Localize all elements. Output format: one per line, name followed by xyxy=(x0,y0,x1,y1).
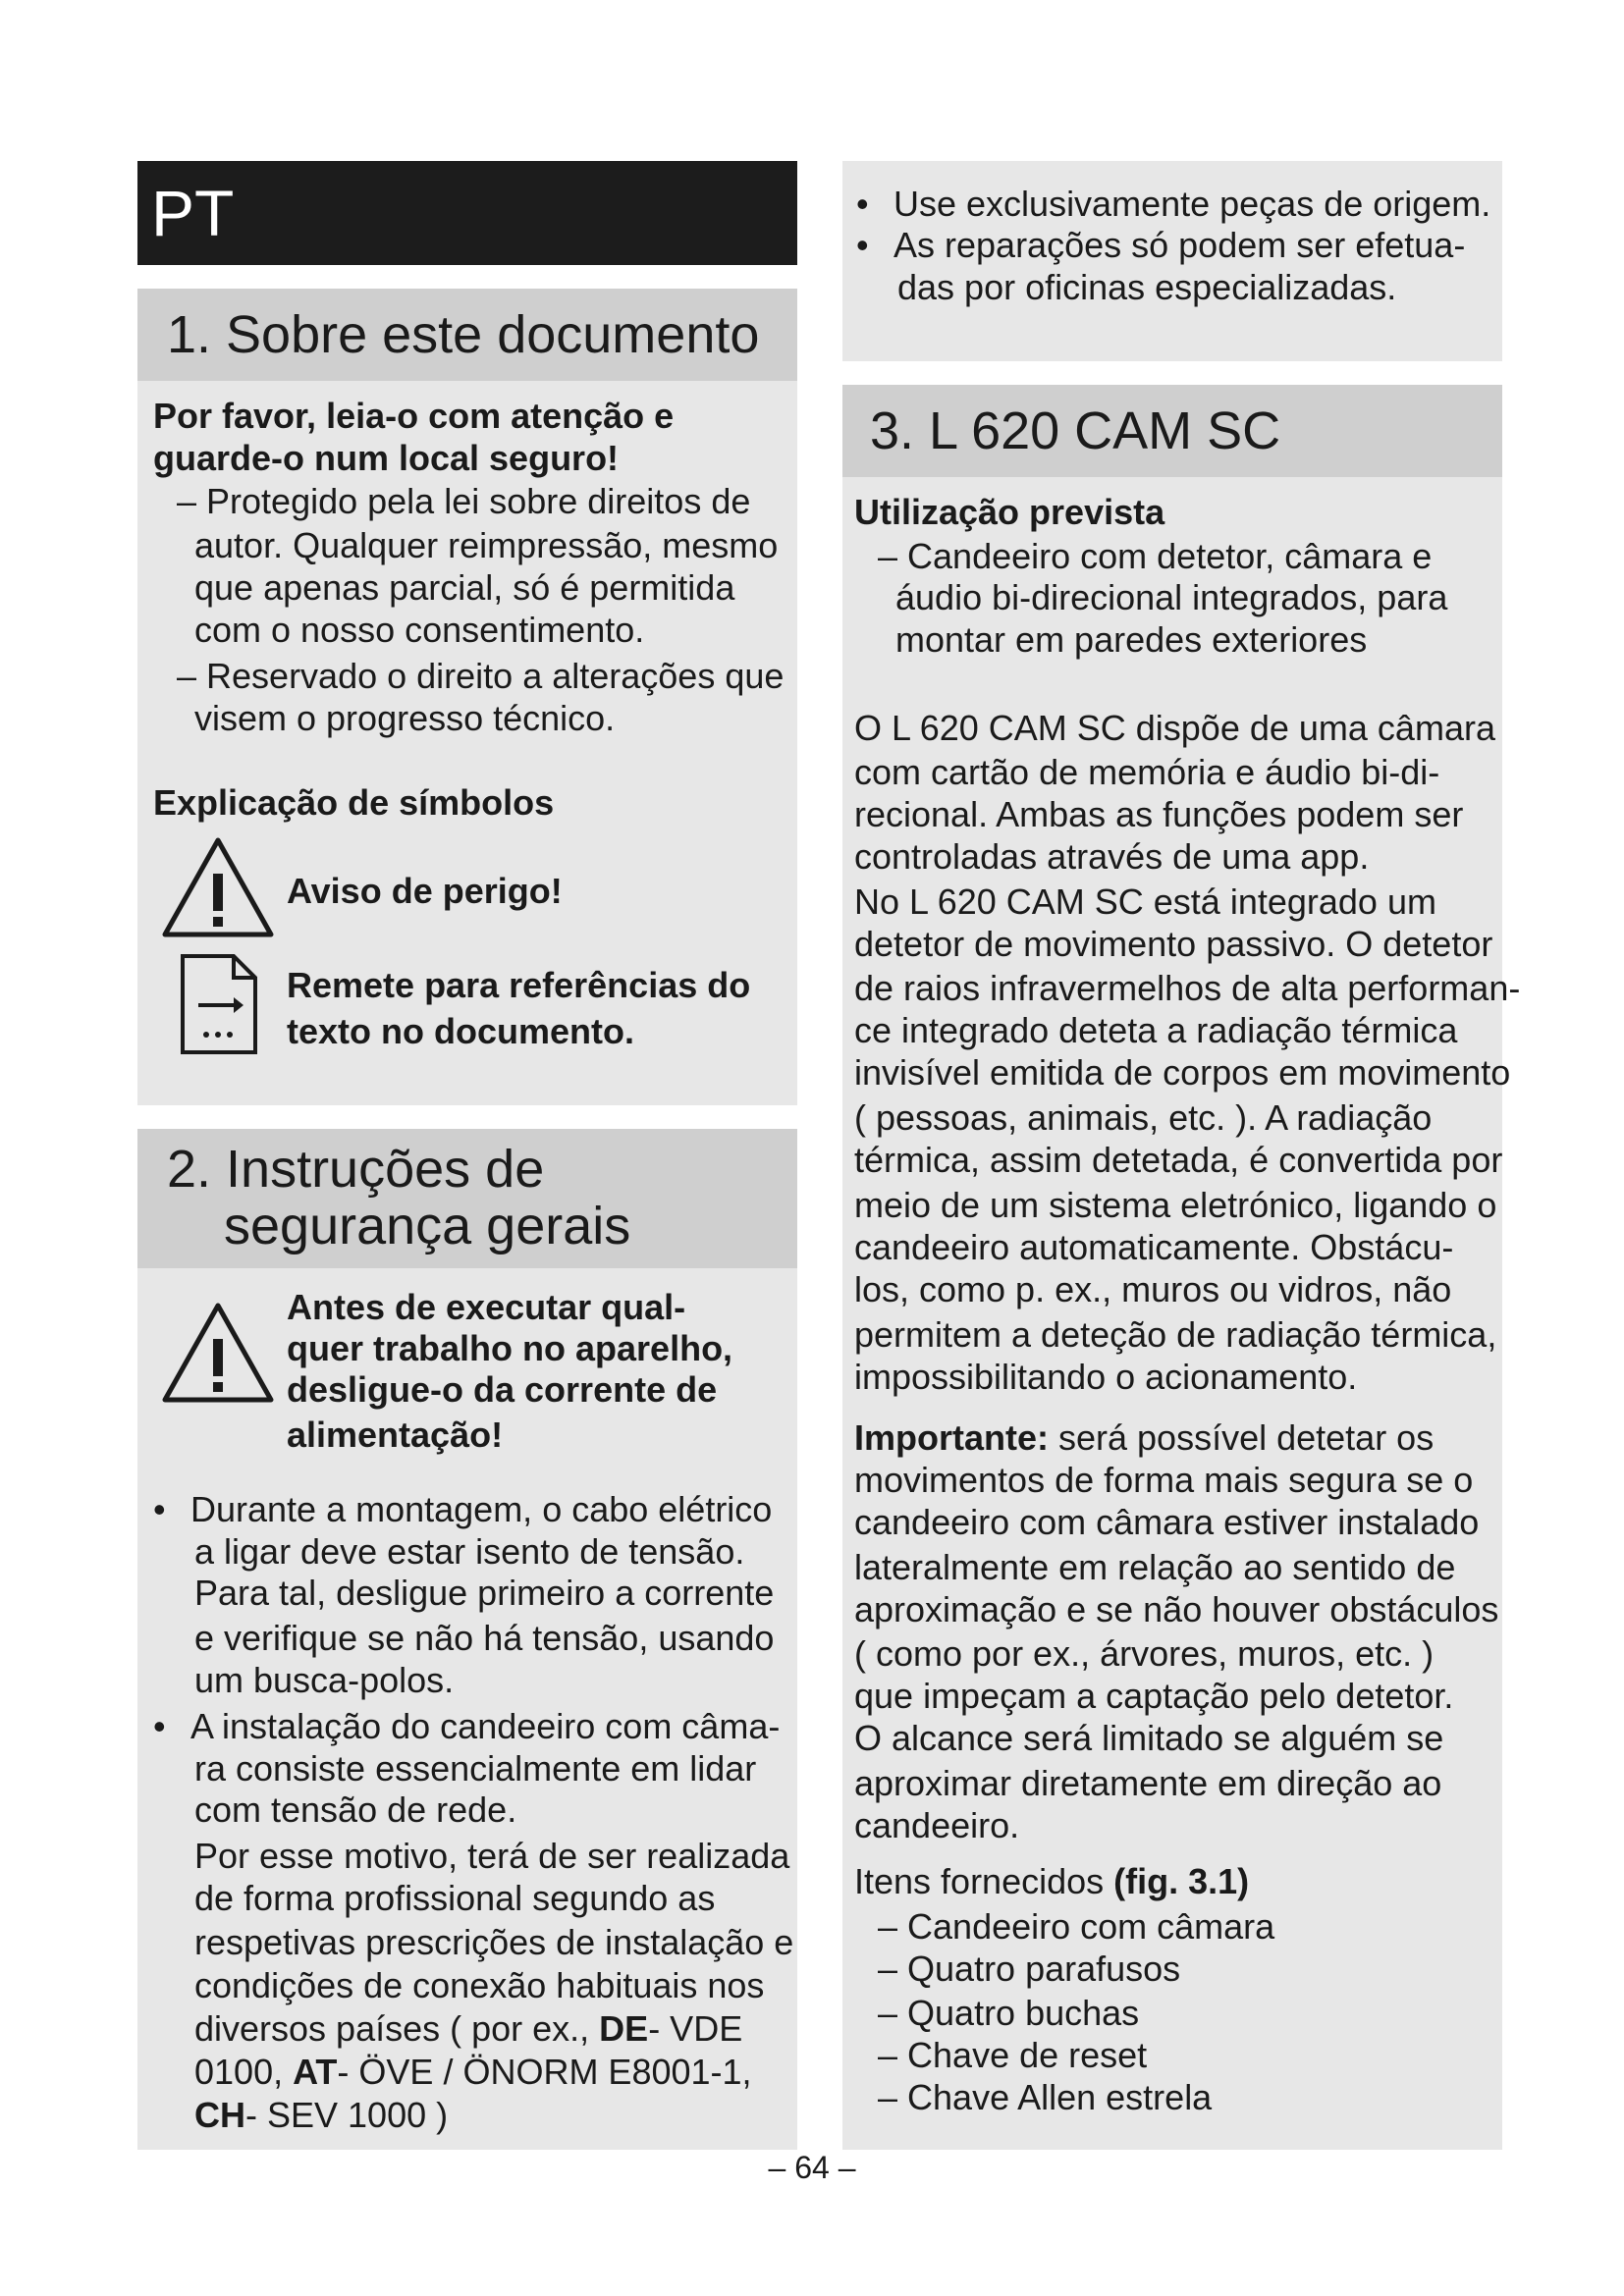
supplied-item: – Quatro parafusos xyxy=(878,1949,1181,1989)
description-paragraph: O L 620 CAM SC dispõe de uma câmara xyxy=(854,708,1495,748)
description-paragraph: recional. Ambas as funções podem ser xyxy=(854,794,1464,834)
rights-note: visem o progresso técnico. xyxy=(194,698,616,738)
reference-symbol-label: Remete para referências do xyxy=(287,965,751,1005)
important-note: candeeiro. xyxy=(854,1805,1020,1845)
detector-paragraph: invisível emitida de corpos em movimento xyxy=(854,1052,1511,1093)
safety-bullet-text: e verifique se não há tensão, usando xyxy=(194,1618,775,1658)
safety-warning: desligue-o da corrente de xyxy=(287,1369,718,1410)
safety-bullet-text: Por esse motivo, terá de ser realizada xyxy=(194,1836,790,1876)
section-3-heading: 3. L 620 CAM SC xyxy=(842,385,1502,477)
reference-symbol-label: texto no documento. xyxy=(287,1011,634,1051)
safety-bullet-text: com tensão de rede. xyxy=(194,1789,517,1830)
safety-warning: quer trabalho no aparelho, xyxy=(287,1328,733,1368)
safety-warning: alimentação! xyxy=(287,1415,504,1455)
symbols-title: Explicação de símbolos xyxy=(153,782,555,823)
detector-paragraph: de raios infravermelhos de alta performan- xyxy=(854,968,1521,1008)
warning-triangle-icon xyxy=(161,836,275,938)
continuation-bullet: As reparações só podem ser efetua- xyxy=(893,225,1466,265)
description-paragraph: controladas através de uma app. xyxy=(854,836,1370,877)
important-note: Importante: será possível detetar os xyxy=(854,1417,1435,1458)
document-reference-icon xyxy=(179,952,259,1056)
copyright-note: – Protegido pela lei sobre direitos de xyxy=(177,481,751,521)
danger-symbol-label: Aviso de perigo! xyxy=(287,871,563,911)
copyright-note: que apenas parcial, só é permitida xyxy=(194,567,735,608)
language-header: PT xyxy=(137,161,797,265)
supplied-item: – Chave de reset xyxy=(878,2035,1148,2075)
intro-text: guarde-o num local seguro! xyxy=(153,438,620,478)
safety-bullet-text: diversos países ( por ex., DE- VDE xyxy=(194,2008,743,2049)
important-note: O alcance será limitado se alguém se xyxy=(854,1718,1444,1758)
detector-paragraph: candeeiro automaticamente. Obstácu- xyxy=(854,1227,1454,1267)
safety-bullet-text: ra consiste essencialmente em lidar xyxy=(194,1748,757,1789)
safety-bullet-text: 0100, AT- ÖVE / ÖNORM E8001-1, xyxy=(194,2052,752,2092)
detector-paragraph: No L 620 CAM SC está integrado um xyxy=(854,881,1436,922)
detector-paragraph: detetor de movimento passivo. O detetor xyxy=(854,924,1493,964)
safety-bullet-text: condições de conexão habituais nos xyxy=(194,1965,765,2005)
bullet-icon: • xyxy=(153,1706,166,1746)
important-note: movimentos de forma mais segura se o xyxy=(854,1460,1474,1500)
important-note: que impeçam a captação pelo detetor. xyxy=(854,1676,1454,1716)
section-1-heading: 1. Sobre este documento xyxy=(137,289,797,381)
supplied-item: – Quatro buchas xyxy=(878,1993,1140,2033)
supplied-item: – Candeeiro com câmara xyxy=(878,1906,1275,1947)
safety-bullet-text: um busca-polos. xyxy=(194,1660,455,1700)
detector-paragraph: impossibilitando o acionamento. xyxy=(854,1357,1358,1397)
detector-paragraph: ce integrado deteta a radiação térmica xyxy=(854,1010,1458,1050)
bullet-icon: • xyxy=(153,1489,166,1529)
safety-bullet-text: Para tal, desligue primeiro a corrente xyxy=(194,1573,775,1613)
copyright-note: autor. Qualquer reimpressão, mesmo xyxy=(194,525,779,565)
safety-bullet-text: respetivas prescrições de instalação e xyxy=(194,1922,794,1962)
section-2-heading-text: 2. Instruções de xyxy=(167,1140,545,1199)
rights-note: – Reservado o direito a alterações que xyxy=(177,656,785,696)
detector-paragraph: meio de um sistema eletrónico, ligando o xyxy=(854,1185,1497,1225)
detector-paragraph: ( pessoas, animais, etc. ). A radiação xyxy=(854,1097,1433,1138)
bullet-icon: • xyxy=(856,184,869,224)
safety-bullet-text: a ligar deve estar isento de tensão. xyxy=(194,1531,745,1572)
safety-bullet-text: CH- SEV 1000 ) xyxy=(194,2095,449,2135)
bullet-icon: • xyxy=(856,225,869,265)
important-note: lateralmente em relação ao sentido de xyxy=(854,1547,1456,1587)
important-note: aproximação e se não houver obstáculos xyxy=(854,1589,1499,1629)
detector-paragraph: permitem a deteção de radiação térmica, xyxy=(854,1314,1497,1355)
page-number: – 64 – xyxy=(768,2150,856,2185)
detector-paragraph: los, como p. ex., muros ou vidros, não xyxy=(854,1269,1452,1309)
copyright-note: com o nosso consentimento. xyxy=(194,610,645,650)
continuation-bullet: Use exclusivamente peças de origem. xyxy=(893,184,1491,224)
description-paragraph: com cartão de memória e áudio bi-di- xyxy=(854,752,1440,792)
section-2-heading-text: segurança gerais xyxy=(224,1197,631,1255)
safety-bullet-text: A instalação do candeeiro com câma- xyxy=(190,1706,781,1746)
continuation-bullet: das por oficinas especializadas. xyxy=(897,267,1397,307)
intended-use-text: áudio bi-direcional integrados, para xyxy=(895,577,1448,617)
supplied-items-title: Itens fornecidos (fig. 3.1) xyxy=(854,1861,1250,1901)
important-note: candeeiro com câmara estiver instalado xyxy=(854,1502,1480,1542)
intended-use-title: Utilização prevista xyxy=(854,492,1165,532)
warning-triangle-icon xyxy=(161,1302,275,1404)
safety-bullet-text: de forma profissional segundo as xyxy=(194,1878,716,1918)
safety-bullet-text: Durante a montagem, o cabo elétrico xyxy=(190,1489,773,1529)
detector-paragraph: térmica, assim detetada, é convertida por xyxy=(854,1140,1503,1180)
safety-warning: Antes de executar qual- xyxy=(287,1287,686,1327)
important-note: aproximar diretamente em direção ao xyxy=(854,1763,1442,1803)
intended-use-text: – Candeeiro com detetor, câmara e xyxy=(878,536,1433,576)
intended-use-text: montar em paredes exteriores xyxy=(895,619,1368,660)
intro-text: Por favor, leia-o com atenção e xyxy=(153,396,675,436)
important-note: ( como por ex., árvores, muros, etc. ) xyxy=(854,1633,1435,1674)
supplied-item: – Chave Allen estrela xyxy=(878,2077,1213,2117)
